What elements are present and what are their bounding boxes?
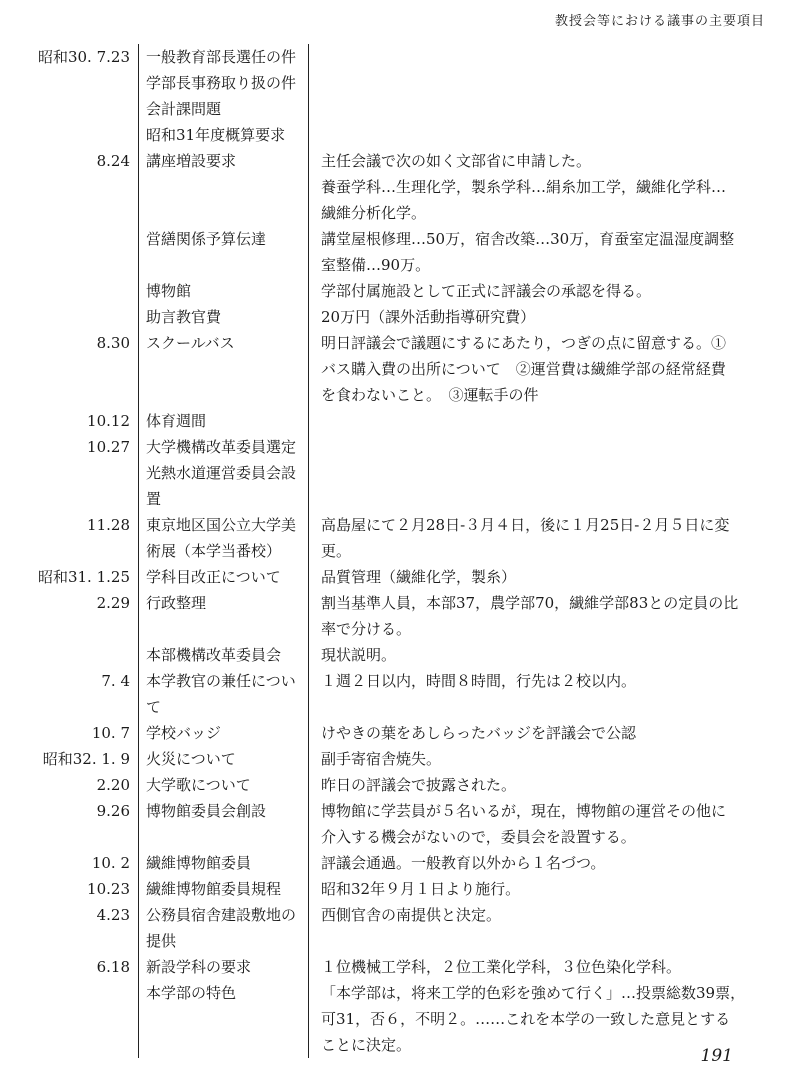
row-note — [311, 148, 758, 226]
agenda-item: 体育週間 — [146, 412, 207, 430]
row-items — [138, 798, 311, 850]
row-date: 昭和30. 7.23 — [37, 48, 130, 66]
row-note — [311, 564, 758, 590]
note-line: 更。 — [321, 542, 352, 560]
agenda-item: 博物館委員会創設 — [146, 802, 267, 820]
agenda-item: 公務員宿舎建設敷地の — [146, 906, 297, 924]
note-line: 副手寄宿舎焼失。 — [321, 750, 442, 768]
row-date: 8.24 — [96, 152, 130, 170]
row-note — [311, 304, 758, 330]
agenda-item: 火災について — [146, 750, 236, 768]
row-note — [311, 798, 758, 850]
row-date: 2.20 — [96, 776, 130, 794]
note-line: 明日評議会で議題にするにあたり，つぎの点に留意する。① — [321, 334, 727, 352]
row-date: 2.29 — [96, 594, 130, 612]
row-date: 4.23 — [96, 906, 130, 924]
row-note — [311, 902, 758, 954]
row-note — [311, 850, 758, 876]
row-date — [30, 980, 138, 1058]
table-row — [30, 772, 760, 798]
row-date: 7. 4 — [101, 672, 130, 690]
note-line: 高島屋にて２月28日-３月４日，後に１月25日-２月５日に変 — [321, 516, 730, 534]
agenda-item: 東京地区国公立大学美 — [146, 516, 297, 534]
table-row — [30, 434, 760, 512]
agenda-item: 営繕関係予算伝達 — [146, 230, 267, 248]
row-note — [311, 434, 758, 512]
row-date: 10. 7 — [91, 724, 130, 742]
note-line: 博物館に学芸員が５名いるが，現在，博物館の運営その他に — [321, 802, 727, 820]
note-line: ことに決定。 — [321, 1036, 412, 1054]
table-row — [30, 226, 760, 278]
note-line: 介入する機会がないので，委員会を設置する。 — [321, 828, 636, 846]
row-items — [138, 876, 311, 902]
row-items — [138, 954, 311, 980]
row-date: 8.30 — [96, 334, 130, 352]
note-line: 可31，否６，不明２。……これを本学の一致した意見とする — [321, 1010, 731, 1028]
agenda-item: 一般教育部長選任の件 — [146, 48, 297, 66]
row-items — [138, 850, 311, 876]
table-row — [30, 798, 760, 850]
row-items — [138, 148, 311, 226]
note-line: 主任会議で次の如く文部省に申請した。 — [321, 152, 592, 170]
row-note — [311, 642, 758, 668]
page-number: 191 — [700, 1046, 733, 1066]
row-note — [311, 954, 758, 980]
table-row — [30, 876, 760, 902]
note-line: 昨日の評議会で披露された。 — [321, 776, 517, 794]
agenda-item: 昭和31年度概算要求 — [146, 126, 286, 144]
agenda-item: 本学教官の兼任につい — [146, 672, 296, 690]
row-items — [138, 434, 311, 512]
row-date: 11.28 — [87, 516, 130, 534]
row-note — [311, 876, 758, 902]
note-line: 率で分ける。 — [321, 620, 412, 638]
table-row — [30, 148, 760, 226]
row-note — [311, 44, 758, 148]
row-note — [311, 226, 758, 278]
row-note — [311, 668, 758, 720]
row-items — [138, 980, 311, 1058]
row-note — [311, 746, 758, 772]
row-items — [138, 902, 311, 954]
row-date: 10. 2 — [91, 854, 130, 872]
note-line: けやきの葉をあしらったバッジを評議会で公認 — [321, 724, 637, 742]
agenda-item: 学部長事務取り扱の件 — [146, 74, 297, 92]
row-items — [138, 278, 311, 304]
row-items — [138, 772, 311, 798]
row-date — [30, 642, 138, 668]
row-date: 6.18 — [96, 958, 130, 976]
row-date — [30, 304, 138, 330]
note-line: 品質管理（繊維化学，製糸） — [321, 568, 517, 586]
row-items — [138, 746, 311, 772]
row-items — [138, 330, 311, 408]
note-line: を食わないこと。 ③運転手の件 — [321, 386, 539, 404]
table-row — [30, 408, 760, 434]
table-row — [30, 278, 760, 304]
row-items — [138, 590, 311, 642]
row-date: 昭和32. 1. 9 — [42, 750, 130, 768]
note-line: １週２日以内，時間８時間，行先は２校以内。 — [321, 672, 637, 690]
note-line: 「本学部は，将来工学的色彩を強めて行く」…投票総数39票， — [321, 984, 746, 1002]
table-row — [30, 954, 760, 980]
agenda-item: 助言教官費 — [146, 308, 222, 326]
row-items — [138, 44, 311, 148]
row-date — [30, 278, 138, 304]
row-items — [138, 512, 311, 564]
row-note — [311, 980, 758, 1058]
agenda-item: 繊維博物館委員 — [146, 854, 252, 872]
agenda-item: て — [146, 698, 162, 716]
row-date: 10.23 — [87, 880, 130, 898]
note-line: 評議会通過。一般教育以外から１名づつ。 — [321, 854, 606, 872]
agenda-item: 光熱水道運営委員会設 — [146, 464, 297, 482]
agenda-item: 会計課問題 — [146, 100, 222, 118]
note-line: １位機械工学科，２位工業化学科，３位色染化学科。 — [321, 958, 682, 976]
table-row — [30, 850, 760, 876]
table-row — [30, 902, 760, 954]
note-line: 養蚕学科…生理化学，製糸学科…絹糸加工学，繊維化学科… — [321, 178, 727, 196]
agenda-item: 行政整理 — [146, 594, 207, 612]
agenda-table — [30, 44, 760, 1058]
row-items — [138, 668, 311, 720]
row-items — [138, 642, 311, 668]
row-items — [138, 408, 311, 434]
agenda-item: 大学機構改革委員選定 — [146, 438, 297, 456]
agenda-item: 講座増設要求 — [146, 152, 237, 170]
agenda-item: 学科目改正について — [146, 568, 281, 586]
row-items — [138, 226, 311, 278]
agenda-item: 大学歌について — [146, 776, 251, 794]
row-date — [30, 226, 138, 278]
row-note — [311, 772, 758, 798]
table-row — [30, 590, 760, 642]
row-date: 10.12 — [87, 412, 130, 430]
row-note — [311, 720, 758, 746]
note-line: 学部付属施設として正式に評議会の承認を得る。 — [321, 282, 652, 300]
table-row — [30, 564, 760, 590]
agenda-item: 術展（本学当番校） — [146, 542, 282, 560]
agenda-item: 繊維博物館委員規程 — [146, 880, 282, 898]
note-line: バス購入費の出所について ②運営費は繊維学部の経常経費 — [321, 360, 726, 378]
page-header: 教授会等における議事の主要項目 — [554, 14, 765, 29]
note-line: 現状説明。 — [321, 646, 397, 664]
table-row — [30, 746, 760, 772]
table-row — [30, 720, 760, 746]
note-line: 20万円（課外活動指導研究費） — [321, 308, 536, 326]
row-items — [138, 304, 311, 330]
table-row — [30, 330, 760, 408]
table-row — [30, 512, 760, 564]
agenda-item: 本部機構改革委員会 — [146, 646, 282, 664]
table-row — [30, 44, 760, 148]
table-row — [30, 980, 760, 1058]
agenda-item: 提供 — [146, 932, 177, 950]
row-date: 10.27 — [87, 438, 130, 456]
note-line: 室整備…90万。 — [321, 256, 431, 274]
agenda-item: スクールバス — [146, 334, 235, 352]
row-items — [138, 720, 311, 746]
note-line: 西側官舎の南提供と決定。 — [321, 906, 502, 924]
agenda-item: 置 — [146, 490, 162, 508]
row-note — [311, 278, 758, 304]
row-note — [311, 330, 758, 408]
note-line: 昭和32年９月１日より施行。 — [321, 880, 521, 898]
table-row — [30, 304, 760, 330]
row-date: 9.26 — [96, 802, 130, 820]
note-line: 割当基準人員，本部37，農学部70，繊維学部83との定員の比 — [321, 594, 739, 612]
table-row — [30, 642, 760, 668]
note-line: 繊維分析化学。 — [321, 204, 427, 222]
table-row — [30, 668, 760, 720]
agenda-item: 学校バッジ — [146, 724, 222, 742]
agenda-item: 本学部の特色 — [146, 984, 237, 1002]
row-note — [311, 408, 758, 434]
agenda-item: 新設学科の要求 — [146, 958, 252, 976]
row-note — [311, 512, 758, 564]
agenda-item: 博物館 — [146, 282, 192, 300]
row-note — [311, 590, 758, 642]
row-date: 昭和31. 1.25 — [37, 568, 130, 586]
note-line: 講堂屋根修理…50万，宿舎改築…30万，育蚕室定温湿度調整 — [321, 230, 735, 248]
row-items — [138, 564, 311, 590]
